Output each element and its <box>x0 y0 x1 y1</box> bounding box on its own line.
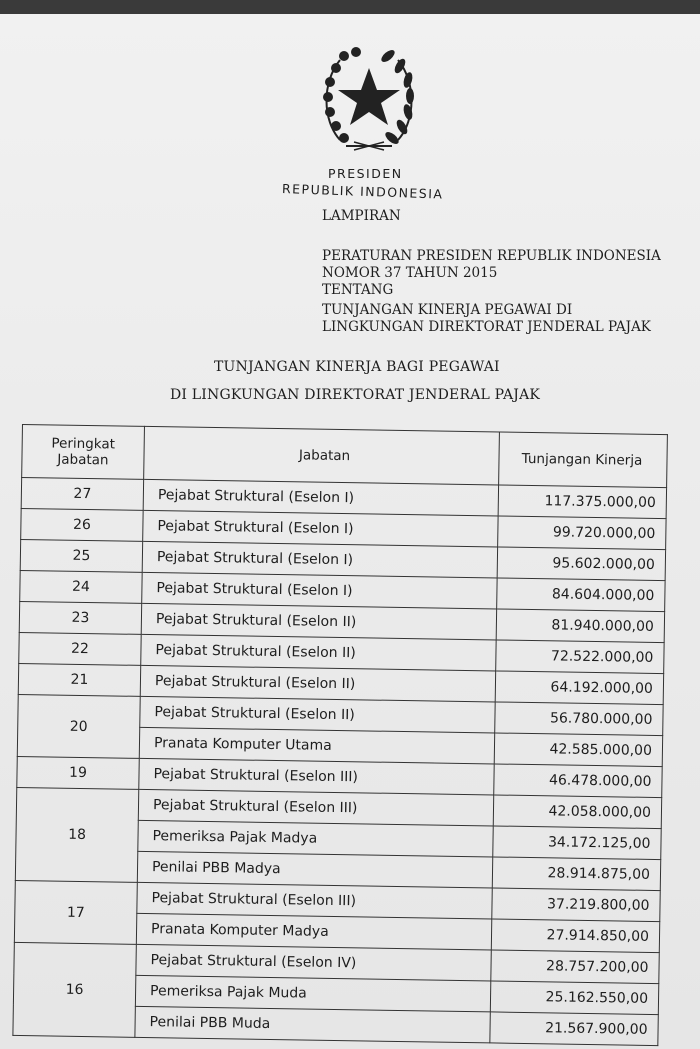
position-cell: Pejabat Struktural (Eselon I) <box>143 479 498 516</box>
garuda-star-emblem-icon <box>318 42 420 152</box>
document-page <box>0 14 700 1049</box>
amount-cell: 25.162.550,00 <box>490 981 658 1015</box>
header-presiden: PRESIDEN <box>328 166 403 181</box>
rank-cell: 17 <box>14 880 137 944</box>
position-cell: Pejabat Struktural (Eselon II) <box>140 665 495 702</box>
position-cell: Pejabat Struktural (Eselon II) <box>141 603 496 640</box>
amount-cell: 99.720.000,00 <box>498 516 666 550</box>
position-cell: Penilai PBB Madya <box>137 851 492 888</box>
position-cell: Pejabat Struktural (Eselon I) <box>143 510 498 547</box>
rank-cell: 24 <box>20 570 142 603</box>
regulation-number: NOMOR 37 TAHUN 2015 <box>322 265 498 281</box>
rank-cell: 20 <box>17 694 140 758</box>
header-amount: Tunjangan Kinerja <box>499 432 668 488</box>
rank-cell: 16 <box>13 942 136 1037</box>
position-cell: Pejabat Struktural (Eselon III) <box>137 882 492 919</box>
rank-cell: 23 <box>19 601 141 634</box>
position-cell: Pemeriksa Pajak Muda <box>135 975 490 1012</box>
regulation-subject-2: LINGKUNGAN DIREKTORAT JENDERAL PAJAK <box>322 319 651 335</box>
header-rank: Peringkat Jabatan <box>22 425 145 480</box>
header-republik: REPUBLIK INDONESIA <box>281 181 444 202</box>
rank-cell: 25 <box>20 539 142 572</box>
amount-cell: 28.914.875,00 <box>492 857 660 891</box>
amount-cell: 56.780.000,00 <box>495 702 663 736</box>
regulation-subject-1: TUNJANGAN KINERJA PEGAWAI DI <box>322 302 573 318</box>
rank-cell: 27 <box>21 478 143 511</box>
position-cell: Pemeriksa Pajak Madya <box>138 820 493 857</box>
amount-cell: 21.567.900,00 <box>490 1012 658 1046</box>
table-title-line1: TUNJANGAN KINERJA BAGI PEGAWAI <box>214 359 500 375</box>
amount-cell: 37.219.800,00 <box>492 888 660 922</box>
position-cell: Pranata Komputer Madya <box>136 913 491 950</box>
table-title-line2: DI LINGKUNGAN DIREKTORAT JENDERAL PAJAK <box>170 387 541 403</box>
regulation-tentang: TENTANG <box>322 282 394 298</box>
amount-cell: 95.602.000,00 <box>497 547 665 581</box>
table-body <box>13 478 667 1046</box>
allowance-table <box>12 424 668 1046</box>
position-cell: Penilai PBB Muda <box>135 1006 490 1043</box>
amount-cell: 27.914.850,00 <box>491 919 659 953</box>
position-cell: Pejabat Struktural (Eselon I) <box>142 572 497 609</box>
position-cell: Pejabat Struktural (Eselon III) <box>138 789 493 826</box>
amount-cell: 42.585.000,00 <box>494 733 662 767</box>
rank-cell: 19 <box>17 756 139 789</box>
position-cell: Pejabat Struktural (Eselon II) <box>140 696 495 733</box>
lampiran-label: LAMPIRAN <box>322 208 401 224</box>
amount-cell: 28.757.200,00 <box>491 950 659 984</box>
header-position: Jabatan <box>144 426 500 485</box>
amount-cell: 117.375.000,00 <box>498 485 666 519</box>
amount-cell: 64.192.000,00 <box>495 671 663 705</box>
position-cell: Pranata Komputer Utama <box>139 727 494 764</box>
amount-cell: 81.940.000,00 <box>496 609 664 643</box>
regulation-title: PERATURAN PRESIDEN REPUBLIK INDONESIA <box>322 248 661 264</box>
position-cell: Pejabat Struktural (Eselon I) <box>142 541 497 578</box>
rank-cell: 26 <box>21 508 143 541</box>
position-cell: Pejabat Struktural (Eselon IV) <box>136 944 491 981</box>
rank-cell: 22 <box>19 632 141 665</box>
rank-cell: 18 <box>15 787 138 882</box>
amount-cell: 42.058.000,00 <box>493 795 661 829</box>
amount-cell: 34.172.125,00 <box>493 826 661 860</box>
position-cell: Pejabat Struktural (Eselon II) <box>141 634 496 671</box>
rank-cell: 21 <box>18 663 140 696</box>
amount-cell: 46.478.000,00 <box>494 764 662 798</box>
amount-cell: 84.604.000,00 <box>497 578 665 612</box>
amount-cell: 72.522.000,00 <box>496 640 664 674</box>
position-cell: Pejabat Struktural (Eselon III) <box>139 758 494 795</box>
